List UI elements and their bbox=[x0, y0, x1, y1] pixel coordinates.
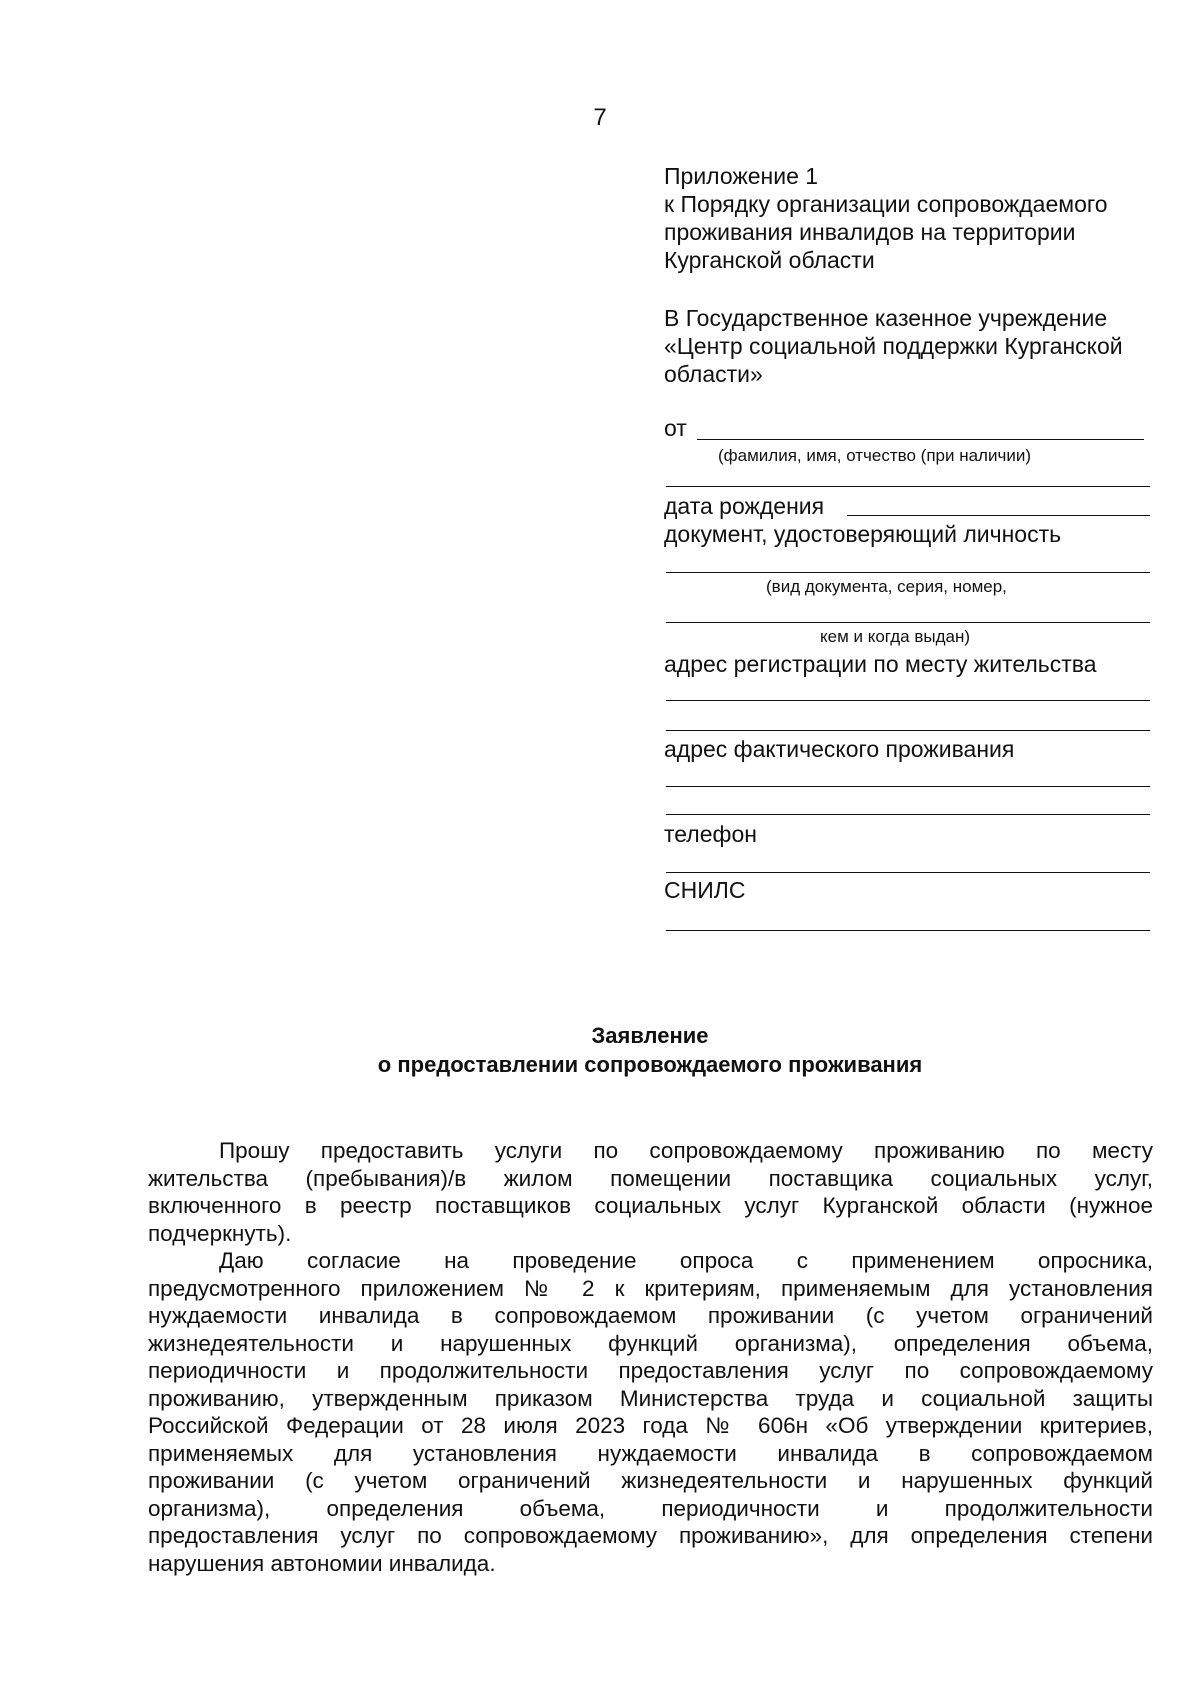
appendix-block bbox=[664, 162, 1149, 274]
appendix-line: Курганской области bbox=[664, 247, 875, 273]
id-document-label: документ, удостоверяющий личность bbox=[664, 521, 1062, 547]
birth-date-field-line[interactable] bbox=[847, 515, 1150, 516]
text-line: проживанию, утвержденным приказом Министерства труда и социальной защиты bbox=[148, 1385, 1153, 1411]
snils-field-line[interactable] bbox=[666, 930, 1150, 931]
text-line: подчеркнуть). bbox=[148, 1220, 292, 1246]
id-document-field-line-2[interactable] bbox=[666, 622, 1150, 623]
registration-address-line-1[interactable] bbox=[666, 700, 1150, 701]
snils-label: СНИЛС bbox=[664, 877, 746, 903]
registration-address-line-2[interactable] bbox=[666, 730, 1150, 731]
text-line: включенного в реестр поставщиков социальных услуг Курганской области (нужное bbox=[148, 1193, 1153, 1218]
appendix-line: проживания инвалидов на территории bbox=[664, 219, 1076, 245]
text-line: Прошу предоставить услуги по сопровождаемому проживанию по месту bbox=[219, 1138, 1153, 1163]
fio-field-line[interactable] bbox=[697, 439, 1144, 440]
text-line: периодичности и продолжительности предоставления услуг по сопровождаемому bbox=[148, 1358, 1153, 1383]
text-line: жительства (пребывания)/в жилом помещении поставщика социальных услуг, bbox=[148, 1165, 1153, 1191]
document-subtitle: о предоставлении сопровождаемого проживания bbox=[377, 1052, 923, 1077]
from-label: от bbox=[664, 415, 687, 441]
phone-label: телефон bbox=[664, 821, 757, 847]
document-title: Заявление bbox=[591, 1023, 709, 1048]
text-line: организма), определения объема, периодичности и продолжительности bbox=[148, 1495, 1153, 1521]
text-line: жизнедеятельности и нарушенных функций организма), определения объема, bbox=[148, 1330, 1153, 1356]
text-line: нуждаемости инвалида в сопровождаемом проживании (с учетом ограничений bbox=[148, 1303, 1153, 1328]
fio-field-line-2[interactable] bbox=[666, 486, 1150, 487]
fio-hint: (фамилия, имя, отчество (при наличии) bbox=[718, 446, 1031, 465]
appendix-line: к Порядку организации сопровождаемого bbox=[664, 191, 1108, 217]
id-document-field-line[interactable] bbox=[666, 572, 1150, 573]
actual-address-label: адрес фактического проживания bbox=[664, 736, 1015, 762]
paragraph-consent bbox=[148, 1247, 1153, 1577]
text-line: проживании (с учетом ограничений жизнедеятельности и нарушенных функций bbox=[148, 1468, 1153, 1493]
paragraph-request bbox=[148, 1137, 1153, 1247]
phone-field-line[interactable] bbox=[666, 872, 1150, 873]
text-line: предоставления услуг по сопровождаемому проживанию», для определения степени bbox=[148, 1523, 1153, 1548]
text-line: Даю согласие на проведение опроса с применением опросника, bbox=[219, 1248, 1153, 1273]
id-document-hint-1: (вид документа, серия, номер, bbox=[766, 577, 1007, 596]
addressee-line: области» bbox=[664, 361, 763, 387]
appendix-line: Приложение 1 bbox=[664, 163, 819, 189]
registration-address-label: адрес регистрации по месту жительства bbox=[664, 651, 1097, 677]
text-line: нарушения автономии инвалида. bbox=[148, 1550, 496, 1576]
text-line: предусмотренного приложением № 2 к критериям, применяемым для установления bbox=[148, 1275, 1153, 1301]
page-number: 7 bbox=[593, 104, 607, 131]
actual-address-line-1[interactable] bbox=[666, 786, 1150, 787]
addressee-line: «Центр социальной поддержки Курганской bbox=[664, 333, 1123, 359]
text-line: применяемых для установления нуждаемости инвалида в сопровождаемом bbox=[148, 1440, 1153, 1466]
addressee-block bbox=[664, 304, 1149, 388]
birth-date-label: дата рождения bbox=[664, 493, 825, 519]
actual-address-line-2[interactable] bbox=[666, 814, 1150, 815]
text-line: Российской Федерации от 28 июля 2023 года № 606н «Об утверждении критериев, bbox=[148, 1413, 1153, 1438]
addressee-line: В Государственное казенное учреждение bbox=[664, 305, 1108, 331]
id-document-hint-2: кем и когда выдан) bbox=[820, 627, 971, 646]
